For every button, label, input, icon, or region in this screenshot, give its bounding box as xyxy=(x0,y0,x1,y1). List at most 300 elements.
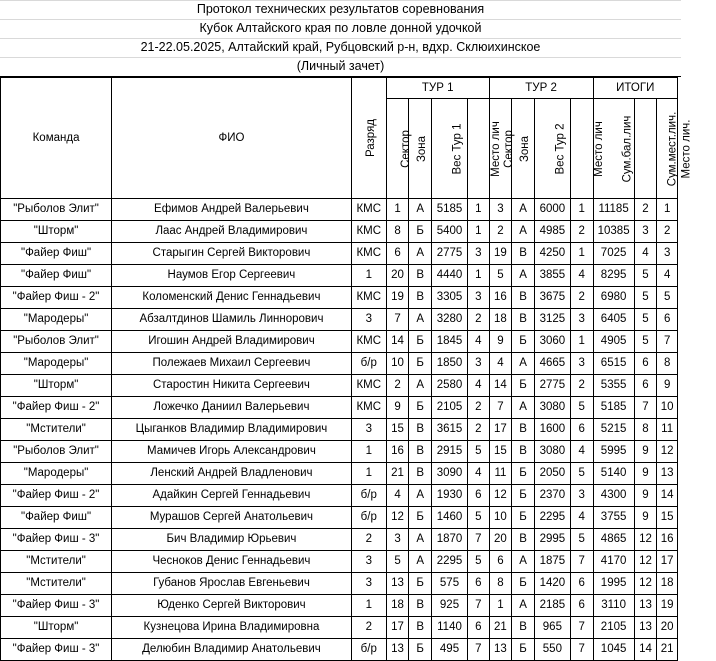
cell-sum-places: 2 xyxy=(634,199,657,221)
cell-sum-points: 3755 xyxy=(593,507,634,529)
cell-sum-places: 4 xyxy=(634,243,657,265)
cell-name: Ложечко Даниил Валерьевич xyxy=(112,397,352,419)
cell-name: Старостин Никита Сергеевич xyxy=(112,375,352,397)
cell-weight-2: 1420 xyxy=(534,573,570,595)
cell-final-place: 6 xyxy=(657,309,678,331)
cell-final-place: 4 xyxy=(657,265,678,287)
cell-sum-points: 5215 xyxy=(593,419,634,441)
cell-sum-points: 4865 xyxy=(593,529,634,551)
header-weight-2 xyxy=(534,99,570,199)
cell-sum-places: 6 xyxy=(634,375,657,397)
cell-weight-2: 2295 xyxy=(534,507,570,529)
cell-place-1: 2 xyxy=(468,397,490,419)
cell-team: "Файер Фиш - 3" xyxy=(1,639,112,661)
cell-rank: 1 xyxy=(351,441,386,463)
cell-sum-points: 6980 xyxy=(593,287,634,309)
cell-weight-1: 2295 xyxy=(432,551,468,573)
cell-sector-1: 15 xyxy=(386,419,409,441)
table-row xyxy=(1,507,678,529)
cell-final-place: 1 xyxy=(657,199,678,221)
cell-team: "Рыболов Элит" xyxy=(1,199,112,221)
cell-sector-1: 6 xyxy=(386,243,409,265)
cell-rank: КМС xyxy=(351,199,386,221)
cell-final-place: 11 xyxy=(657,419,678,441)
cell-weight-1: 5400 xyxy=(432,221,468,243)
cell-sector-1: 4 xyxy=(386,485,409,507)
header-rank xyxy=(351,78,386,199)
cell-final-place: 13 xyxy=(657,463,678,485)
cell-weight-1: 5185 xyxy=(432,199,468,221)
cell-weight-1: 3090 xyxy=(432,463,468,485)
cell-place-1: 1 xyxy=(468,221,490,243)
cell-sector-1: 19 xyxy=(386,287,409,309)
cell-place-1: 6 xyxy=(468,617,490,639)
cell-rank: 3 xyxy=(351,551,386,573)
cell-sector-2: 12 xyxy=(489,485,512,507)
cell-weight-2: 3080 xyxy=(534,397,570,419)
cell-sector-1: 16 xyxy=(386,441,409,463)
cell-sum-points: 5185 xyxy=(593,397,634,419)
header-rank-label: Разряд xyxy=(364,118,377,158)
cell-sector-2: 15 xyxy=(489,441,512,463)
cell-zone-1: А xyxy=(409,243,432,265)
cell-sum-places: 9 xyxy=(634,485,657,507)
cell-place-1: 5 xyxy=(468,507,490,529)
cell-name: Делюбин Владимир Анатольевич xyxy=(112,639,352,661)
cell-sector-1: 12 xyxy=(386,507,409,529)
cell-sum-points: 6515 xyxy=(593,353,634,375)
cell-final-place: 12 xyxy=(657,441,678,463)
cell-place-2: 1 xyxy=(570,331,593,353)
cell-zone-1: Б xyxy=(409,331,432,353)
cell-weight-2: 3855 xyxy=(534,265,570,287)
cell-team: "Файер Фиш - 2" xyxy=(1,287,112,309)
cell-sum-places: 9 xyxy=(634,507,657,529)
cell-weight-1: 3615 xyxy=(432,419,468,441)
cell-team: "Шторм" xyxy=(1,375,112,397)
cell-sum-places: 9 xyxy=(634,463,657,485)
cell-weight-1: 2775 xyxy=(432,243,468,265)
header-zone-2-label: Зона xyxy=(519,135,532,162)
cell-sum-points: 1995 xyxy=(593,573,634,595)
cell-team: "Файер Фиш" xyxy=(1,507,112,529)
cell-sector-2: 10 xyxy=(489,507,512,529)
cell-zone-1: А xyxy=(409,375,432,397)
cell-place-1: 7 xyxy=(468,529,490,551)
header-final-place-label: Место лич. xyxy=(680,119,693,178)
cell-place-2: 6 xyxy=(570,573,593,595)
cell-name: Ленский Андрей Владленович xyxy=(112,463,352,485)
cell-sector-2: 19 xyxy=(489,243,512,265)
table-row xyxy=(1,397,678,419)
cell-rank: 3 xyxy=(351,573,386,595)
cell-sector-1: 21 xyxy=(386,463,409,485)
header-place-2 xyxy=(570,99,605,199)
cell-team: "Мстители" xyxy=(1,573,112,595)
cell-sum-places: 14 xyxy=(634,639,657,661)
cell-zone-1: Б xyxy=(409,507,432,529)
cell-zone-1: В xyxy=(409,287,432,309)
header-place-1 xyxy=(468,99,502,199)
cell-place-1: 3 xyxy=(468,287,490,309)
header-zone-1-label: Зона xyxy=(416,135,429,162)
header-place-2-label: Место лич xyxy=(592,120,605,177)
cell-name: Чесноков Денис Геннадьевич xyxy=(112,551,352,573)
cell-place-2: 4 xyxy=(570,265,593,287)
cell-weight-2: 3080 xyxy=(534,441,570,463)
cell-weight-1: 3280 xyxy=(432,309,468,331)
cell-weight-2: 4985 xyxy=(534,221,570,243)
cell-team: "Мародеры" xyxy=(1,463,112,485)
cell-rank: б/р xyxy=(351,353,386,375)
header-name: ФИО xyxy=(112,78,352,199)
cell-name: Наумов Егор Сергеевич xyxy=(112,265,352,287)
event-date-location: 21-22.05.2025, Алтайский край, Рубцовский р-н, вдхр. Склюихинское xyxy=(140,40,541,54)
header-weight-2-label: Вес Тур 2 xyxy=(554,123,567,174)
cell-weight-2: 1875 xyxy=(534,551,570,573)
cell-final-place: 2 xyxy=(657,221,678,243)
cell-name: Адайкин Сергей Геннадьевич xyxy=(112,485,352,507)
cell-rank: 3 xyxy=(351,419,386,441)
header-place-1-label: Место лич xyxy=(489,120,502,177)
cell-zone-2: В xyxy=(512,529,535,551)
cell-sum-points: 4905 xyxy=(593,331,634,353)
cell-weight-1: 1845 xyxy=(432,331,468,353)
cell-zone-1: В xyxy=(409,419,432,441)
cell-sum-points: 2105 xyxy=(593,617,634,639)
cell-sector-2: 2 xyxy=(489,221,512,243)
cell-zone-1: Б xyxy=(409,639,432,661)
cell-place-2: 5 xyxy=(570,529,593,551)
cell-team: "Шторм" xyxy=(1,617,112,639)
cell-final-place: 18 xyxy=(657,573,678,595)
cell-sector-2: 13 xyxy=(489,639,512,661)
cell-place-2: 2 xyxy=(570,287,593,309)
cell-weight-2: 2775 xyxy=(534,375,570,397)
cell-team: "Шторм" xyxy=(1,221,112,243)
cell-weight-1: 3305 xyxy=(432,287,468,309)
cell-team: "Файер Фиш - 3" xyxy=(1,595,112,617)
cell-place-2: 7 xyxy=(570,551,593,573)
cell-zone-2: Б xyxy=(512,375,535,397)
cell-sector-1: 10 xyxy=(386,353,409,375)
cell-weight-1: 1460 xyxy=(432,507,468,529)
cell-rank: КМС xyxy=(351,243,386,265)
cell-sum-points: 3110 xyxy=(593,595,634,617)
table-row xyxy=(1,485,678,507)
cell-rank: 2 xyxy=(351,617,386,639)
cell-zone-2: А xyxy=(512,221,535,243)
cell-zone-1: А xyxy=(409,309,432,331)
header-sector-2-label: Сектор xyxy=(502,129,515,168)
cell-rank: 1 xyxy=(351,463,386,485)
cell-zone-1: В xyxy=(409,265,432,287)
cell-sector-2: 6 xyxy=(489,551,512,573)
header-sum-points-label: Сум.бал.лич xyxy=(620,115,633,182)
table-row xyxy=(1,287,678,309)
cell-zone-2: А xyxy=(512,353,535,375)
cell-place-1: 2 xyxy=(468,419,490,441)
cell-sum-places: 5 xyxy=(634,265,657,287)
header-weight-1 xyxy=(432,99,468,199)
cell-final-place: 10 xyxy=(657,397,678,419)
cell-place-2: 3 xyxy=(570,485,593,507)
cup-title: Кубок Алтайского края по ловле донной удочкой xyxy=(199,21,482,35)
cell-rank: КМС xyxy=(351,287,386,309)
header-sum-places-label: Сум.мест.лич. xyxy=(665,111,678,186)
cell-name: Старыгин Сергей Викторович xyxy=(112,243,352,265)
cell-team: "Файер Фиш - 2" xyxy=(1,397,112,419)
table-row xyxy=(1,551,678,573)
header-totals: ИТОГИ xyxy=(593,78,677,99)
cell-name: Бич Владимир Юрьевич xyxy=(112,529,352,551)
header-team: Команда xyxy=(1,78,112,199)
cell-sum-places: 9 xyxy=(634,441,657,463)
cell-place-2: 6 xyxy=(570,595,593,617)
cell-sector-1: 20 xyxy=(386,265,409,287)
cell-zone-2: В xyxy=(512,243,535,265)
cell-rank: КМС xyxy=(351,397,386,419)
cell-sector-1: 14 xyxy=(386,331,409,353)
cell-weight-2: 3060 xyxy=(534,331,570,353)
table-row xyxy=(1,265,678,287)
cell-sector-1: 1 xyxy=(386,199,409,221)
cell-sum-places: 5 xyxy=(634,331,657,353)
cell-sum-places: 5 xyxy=(634,287,657,309)
cell-sector-2: 8 xyxy=(489,573,512,595)
cell-team: "Мстители" xyxy=(1,551,112,573)
cell-place-2: 7 xyxy=(570,617,593,639)
cell-rank: КМС xyxy=(351,221,386,243)
cell-sum-points: 11185 xyxy=(593,199,634,221)
header-zone-2 xyxy=(512,99,535,199)
cell-place-1: 1 xyxy=(468,199,490,221)
cell-weight-2: 2370 xyxy=(534,485,570,507)
cell-name: Лаас Андрей Владимирович xyxy=(112,221,352,243)
cell-final-place: 21 xyxy=(657,639,678,661)
cell-weight-2: 2050 xyxy=(534,463,570,485)
cell-sector-1: 13 xyxy=(386,573,409,595)
cell-sector-1: 13 xyxy=(386,639,409,661)
cell-place-1: 6 xyxy=(468,485,490,507)
cell-zone-1: А xyxy=(409,199,432,221)
cell-sum-points: 4300 xyxy=(593,485,634,507)
cell-final-place: 3 xyxy=(657,243,678,265)
cell-sector-2: 20 xyxy=(489,529,512,551)
cell-sum-places: 13 xyxy=(634,595,657,617)
table-row xyxy=(1,441,678,463)
cell-team: "Мстители" xyxy=(1,419,112,441)
cell-zone-1: В xyxy=(409,441,432,463)
cell-zone-1: Б xyxy=(409,397,432,419)
cell-place-2: 3 xyxy=(570,353,593,375)
cell-name: Полежаев Михаил Сергеевич xyxy=(112,353,352,375)
table-row xyxy=(1,331,678,353)
cell-zone-2: Б xyxy=(512,573,535,595)
cell-sum-places: 12 xyxy=(634,529,657,551)
cell-place-2: 4 xyxy=(570,507,593,529)
cell-sum-points: 5995 xyxy=(593,441,634,463)
cell-name: Юденко Сергей Викторович xyxy=(112,595,352,617)
cell-zone-2: Б xyxy=(512,463,535,485)
cell-sum-points: 8295 xyxy=(593,265,634,287)
cell-final-place: 8 xyxy=(657,353,678,375)
cell-team: "Файер Фиш" xyxy=(1,243,112,265)
cell-team: "Рыболов Элит" xyxy=(1,331,112,353)
table-row xyxy=(1,617,678,639)
cell-rank: КМС xyxy=(351,375,386,397)
cell-zone-1: В xyxy=(409,595,432,617)
cell-weight-2: 550 xyxy=(534,639,570,661)
cell-sector-2: 3 xyxy=(489,199,512,221)
table-row xyxy=(1,639,678,661)
cell-place-2: 2 xyxy=(570,375,593,397)
cell-final-place: 20 xyxy=(657,617,678,639)
cell-sector-2: 4 xyxy=(489,353,512,375)
cell-sum-places: 12 xyxy=(634,573,657,595)
cell-zone-1: В xyxy=(409,463,432,485)
cell-sector-2: 5 xyxy=(489,265,512,287)
cell-sum-places: 12 xyxy=(634,551,657,573)
cell-sum-points: 10385 xyxy=(593,221,634,243)
cell-zone-1: А xyxy=(409,551,432,573)
cell-zone-2: Б xyxy=(512,639,535,661)
cell-zone-1: А xyxy=(409,485,432,507)
cell-weight-1: 1140 xyxy=(432,617,468,639)
cell-place-2: 5 xyxy=(570,397,593,419)
cell-place-1: 4 xyxy=(468,331,490,353)
cell-zone-1: Б xyxy=(409,221,432,243)
cell-sum-points: 7025 xyxy=(593,243,634,265)
cell-name: Мамичев Игорь Александрович xyxy=(112,441,352,463)
cell-name: Губанов Ярослав Евгеньевич xyxy=(112,573,352,595)
cell-team: "Файер Фиш" xyxy=(1,265,112,287)
cell-weight-1: 925 xyxy=(432,595,468,617)
cell-zone-1: А xyxy=(409,529,432,551)
cell-place-1: 1 xyxy=(468,265,490,287)
header-weight-1-label: Вес Тур 1 xyxy=(451,123,464,174)
cell-name: Ефимов Андрей Валерьевич xyxy=(112,199,352,221)
cell-zone-2: А xyxy=(512,397,535,419)
cell-sum-places: 8 xyxy=(634,419,657,441)
cell-weight-1: 1850 xyxy=(432,353,468,375)
cell-weight-2: 2995 xyxy=(534,529,570,551)
cell-sector-1: 8 xyxy=(386,221,409,243)
cell-sector-2: 14 xyxy=(489,375,512,397)
cell-zone-2: В xyxy=(512,309,535,331)
cell-final-place: 5 xyxy=(657,287,678,309)
cell-zone-2: А xyxy=(512,265,535,287)
cell-sector-1: 9 xyxy=(386,397,409,419)
cell-sector-2: 16 xyxy=(489,287,512,309)
cell-sum-points: 5355 xyxy=(593,375,634,397)
cell-name: Коломенский Денис Геннадьевич xyxy=(112,287,352,309)
cell-place-1: 6 xyxy=(468,573,490,595)
cell-rank: 3 xyxy=(351,309,386,331)
cell-sector-2: 1 xyxy=(489,595,512,617)
cell-place-2: 5 xyxy=(570,463,593,485)
cell-final-place: 16 xyxy=(657,529,678,551)
cell-sector-2: 7 xyxy=(489,397,512,419)
header-sector-1-label: Сектор xyxy=(399,129,412,168)
cell-rank: б/р xyxy=(351,485,386,507)
cell-rank: КМС xyxy=(351,331,386,353)
table-row xyxy=(1,243,678,265)
cell-final-place: 14 xyxy=(657,485,678,507)
cell-rank: 1 xyxy=(351,265,386,287)
cell-place-2: 3 xyxy=(570,309,593,331)
cell-weight-1: 1930 xyxy=(432,485,468,507)
cell-weight-2: 1600 xyxy=(534,419,570,441)
cell-place-2: 7 xyxy=(570,639,593,661)
cell-sum-points: 1045 xyxy=(593,639,634,661)
cell-name: Кузнецова Ирина Владимировна xyxy=(112,617,352,639)
table-row xyxy=(1,221,678,243)
cell-final-place: 19 xyxy=(657,595,678,617)
table-row xyxy=(1,419,678,441)
cell-rank: 1 xyxy=(351,595,386,617)
cell-sector-2: 18 xyxy=(489,309,512,331)
cell-zone-2: В xyxy=(512,441,535,463)
cell-zone-2: Б xyxy=(512,331,535,353)
cell-place-2: 6 xyxy=(570,419,593,441)
cell-sector-1: 2 xyxy=(386,375,409,397)
cell-sum-points: 6405 xyxy=(593,309,634,331)
cell-sum-places: 6 xyxy=(634,353,657,375)
cell-final-place: 15 xyxy=(657,507,678,529)
cell-weight-2: 4665 xyxy=(534,353,570,375)
cell-weight-1: 575 xyxy=(432,573,468,595)
cell-place-1: 3 xyxy=(468,353,490,375)
cell-place-1: 5 xyxy=(468,551,490,573)
cell-weight-2: 6000 xyxy=(534,199,570,221)
cell-rank: б/р xyxy=(351,507,386,529)
cell-sum-places: 3 xyxy=(634,221,657,243)
cell-zone-1: Б xyxy=(409,573,432,595)
cell-final-place: 9 xyxy=(657,375,678,397)
cell-sum-places: 13 xyxy=(634,617,657,639)
cell-sum-places: 5 xyxy=(634,309,657,331)
results-table xyxy=(0,77,693,661)
cell-sum-points: 4170 xyxy=(593,551,634,573)
cell-weight-2: 3125 xyxy=(534,309,570,331)
header-sum-places xyxy=(634,99,678,199)
cell-place-1: 7 xyxy=(468,639,490,661)
table-row xyxy=(1,199,678,221)
cell-place-2: 4 xyxy=(570,441,593,463)
cell-sum-points: 5140 xyxy=(593,463,634,485)
cell-zone-1: В xyxy=(409,617,432,639)
table-row xyxy=(1,529,678,551)
cell-place-1: 2 xyxy=(468,309,490,331)
protocol-title: Протокол технических результатов соревнования xyxy=(196,2,485,16)
cell-weight-1: 1870 xyxy=(432,529,468,551)
cell-weight-1: 4440 xyxy=(432,265,468,287)
cell-place-2: 1 xyxy=(570,199,593,221)
cell-team: "Файер Фиш - 2" xyxy=(1,485,112,507)
cell-final-place: 7 xyxy=(657,331,678,353)
header-tour2: ТУР 2 xyxy=(489,78,593,99)
cell-sector-2: 17 xyxy=(489,419,512,441)
header-zone-1 xyxy=(409,99,432,199)
cell-sector-1: 17 xyxy=(386,617,409,639)
table-row xyxy=(1,573,678,595)
cell-weight-1: 2580 xyxy=(432,375,468,397)
table-row xyxy=(1,309,678,331)
table-row xyxy=(1,375,678,397)
cell-weight-1: 2915 xyxy=(432,441,468,463)
cell-name: Абзалтдинов Шамиль Линнорович xyxy=(112,309,352,331)
